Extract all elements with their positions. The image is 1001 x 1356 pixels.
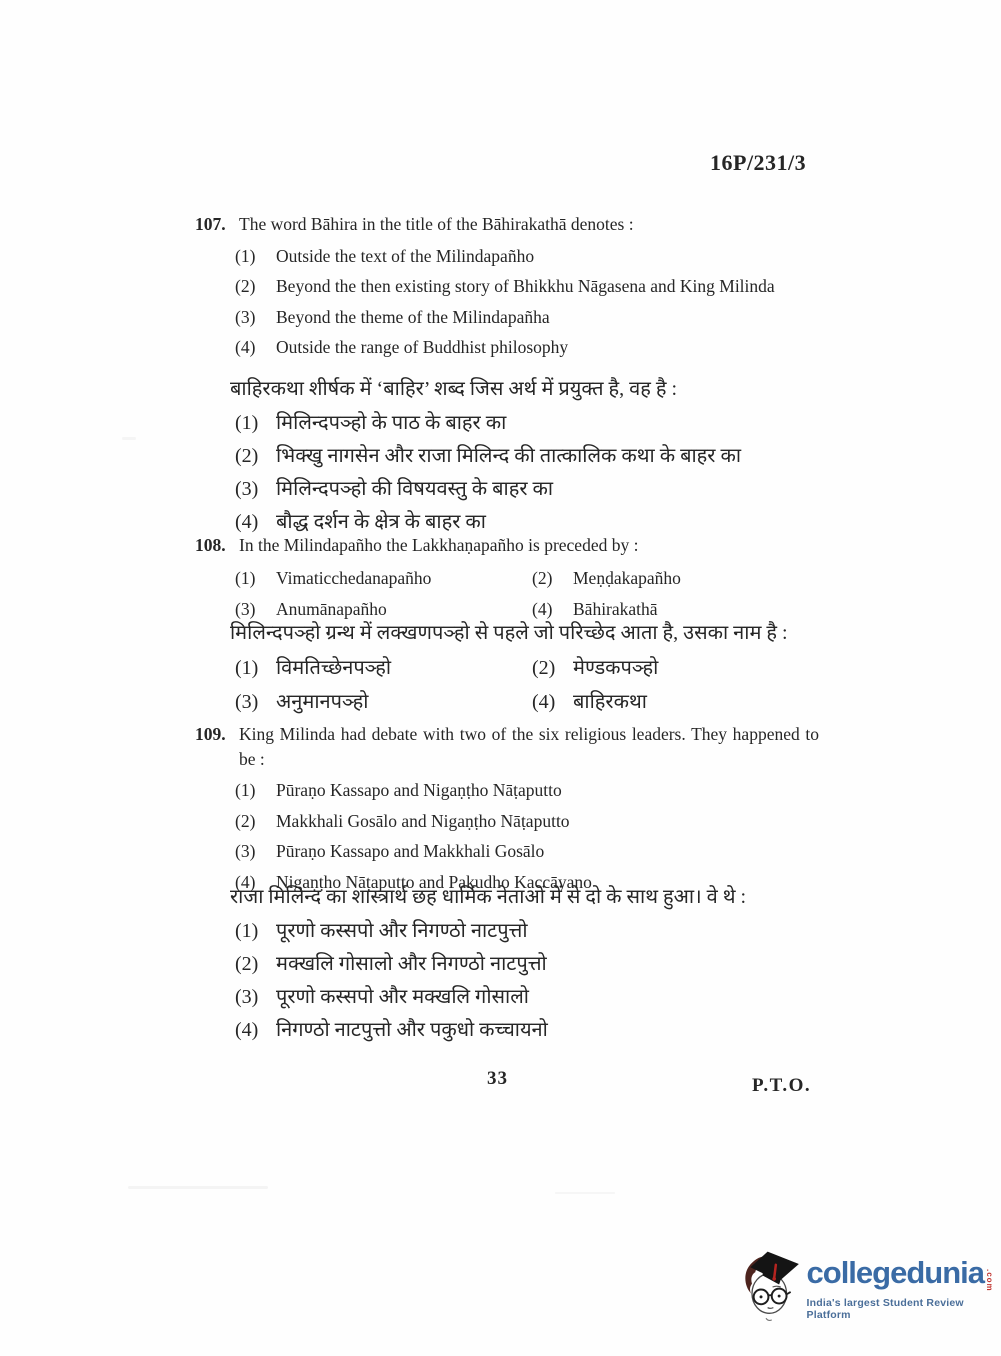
option-text: मिलिन्दपञ्हो की विषयवस्तु के बाहर का xyxy=(276,478,554,500)
option-number: (3) xyxy=(235,599,256,619)
option-number: (3) xyxy=(235,691,259,713)
option-text: Meṇḍakapañho xyxy=(573,567,681,588)
question-108-english xyxy=(195,533,865,622)
option-text: पूरणो कस्सपो और निगण्ठो नाटपुत्तो xyxy=(276,920,528,942)
option-number: (4) xyxy=(235,871,256,892)
question-number: 107. xyxy=(195,214,226,234)
option-row xyxy=(532,597,865,622)
question-text-en: The word Bāhira in the title of the Bāhirakathā denotes : xyxy=(239,214,634,234)
option-text: Vimaticchedanapañho xyxy=(276,567,432,588)
question-number: 108. xyxy=(195,535,226,555)
paper-code: 16P/231/3 xyxy=(710,150,807,175)
option-row xyxy=(235,443,880,470)
option-text: मक्खलि गोसालो और निगण्ठो नाटपुत्तो xyxy=(276,953,547,975)
option-number: (1) xyxy=(235,780,256,800)
option-row xyxy=(235,809,860,834)
option-row xyxy=(235,984,890,1011)
option-number: (1) xyxy=(235,657,259,679)
option-number: (2) xyxy=(235,276,256,296)
question-107-hindi xyxy=(230,376,880,536)
option-number: (1) xyxy=(235,412,259,434)
option-number: (3) xyxy=(235,478,259,500)
option-number: (1) xyxy=(235,245,256,266)
question-text-hi: बाहिरकथा शीर्षक में ‘बाहिर’ शब्द जिस अर्थ में प्रयुक्त है, वह है : xyxy=(230,378,678,400)
collegedunia-logo xyxy=(738,1243,994,1333)
option-number: (3) xyxy=(235,986,259,1008)
option-row xyxy=(235,509,880,536)
option-number: (2) xyxy=(235,445,259,467)
option-row xyxy=(235,951,890,978)
question-text-en: King Milinda had debate with two of the six religious leaders. They happened to be : xyxy=(239,724,819,769)
option-number: (2) xyxy=(532,657,556,679)
pto-label: P.T.O. xyxy=(752,1075,812,1096)
question-109-english xyxy=(195,722,860,894)
option-row xyxy=(235,1017,890,1044)
option-text: Outside the range of Buddhist philosophy xyxy=(276,337,569,357)
option-row xyxy=(235,839,860,864)
logo-tld: .com xyxy=(985,1269,994,1292)
logo-tagline: India's largest Student Review Platform xyxy=(806,1296,964,1321)
option-text: Pūraṇo Kassapo and Nigaṇṭho Nāṭaputto xyxy=(276,780,562,800)
option-text: पूरणो कस्सपो और मक्खलि गोसालो xyxy=(276,986,529,1008)
option-row xyxy=(235,305,860,330)
option-number: (2) xyxy=(235,810,256,831)
scan-artifact xyxy=(122,437,136,440)
page-number: 33 xyxy=(487,1068,508,1089)
option-number: (4) xyxy=(532,599,553,619)
option-text: बाहिरकथा xyxy=(573,691,647,713)
option-text: Beyond the then existing story of Bhikkhu Nāgasena and King Milinda xyxy=(276,276,775,296)
option-number: (4) xyxy=(235,511,259,533)
option-row xyxy=(235,566,532,591)
option-row xyxy=(235,476,880,503)
question-109-hindi xyxy=(230,884,890,1044)
option-text: Beyond the theme of the Milindapañha xyxy=(276,306,550,327)
option-number: (2) xyxy=(235,953,259,975)
question-text-hi: राजा मिलिन्द का शास्त्रार्थ छह धार्मिक नेताओं में से दो के साथ हुआ। वे थे : xyxy=(230,886,747,908)
option-text: Pūraṇo Kassapo and Makkhali Gosālo xyxy=(276,841,545,861)
question-107-english xyxy=(195,212,860,360)
option-text: विमतिच्छेनपञ्हो xyxy=(276,657,392,679)
option-text: Nigaṇṭho Nāṭaputto and Pakudho Kaccāyano xyxy=(276,871,592,892)
option-row xyxy=(532,566,865,591)
option-text: अनुमानपञ्हो xyxy=(276,691,369,713)
option-text: बौद्ध दर्शन के क्षेत्र के बाहर का xyxy=(276,511,486,533)
logo-wordmark: collegedunia xyxy=(806,1255,984,1290)
option-row xyxy=(235,689,532,716)
scan-artifact xyxy=(128,1186,268,1189)
option-row xyxy=(235,274,860,299)
scan-artifact xyxy=(555,1192,615,1194)
option-text: Makkhali Gosālo and Nigaṇṭho Nāṭaputto xyxy=(276,810,570,831)
question-text-en: In the Milindapañho the Lakkhaṇapañho is preceded by : xyxy=(239,535,639,555)
option-text: Outside the text of the Milindapañho xyxy=(276,245,535,266)
option-row xyxy=(235,244,860,269)
option-text: मेण्डकपञ्हो xyxy=(573,657,659,679)
option-row xyxy=(532,689,890,716)
option-row xyxy=(532,655,890,682)
option-number: (2) xyxy=(532,567,553,588)
option-row xyxy=(235,410,880,437)
mascot-icon xyxy=(738,1243,801,1331)
question-108-hindi xyxy=(230,620,890,716)
option-row xyxy=(235,597,532,622)
option-number: (1) xyxy=(235,920,259,942)
option-row xyxy=(235,335,860,360)
option-text: भिक्खु नागसेन और राजा मिलिन्द की तात्कालिक कथा के बाहर का xyxy=(276,445,742,467)
option-text: Anumānapañho xyxy=(276,599,387,619)
option-row xyxy=(235,918,890,945)
option-row xyxy=(235,778,860,803)
question-number: 109. xyxy=(195,724,226,744)
option-number: (4) xyxy=(532,691,556,713)
option-number: (3) xyxy=(235,841,256,861)
option-number: (1) xyxy=(235,567,256,588)
option-number: (4) xyxy=(235,337,256,357)
option-text: मिलिन्दपञ्हो के पाठ के बाहर का xyxy=(276,412,507,434)
option-text: निगण्ठो नाटपुत्तो और पकुधो कच्चायनो xyxy=(276,1019,548,1041)
option-number: (4) xyxy=(235,1019,259,1041)
option-text: Bāhirakathā xyxy=(573,599,658,619)
question-text-hi: मिलिन्दपञ्हो ग्रन्थ में लक्खणपञ्हो से पहले जो परिच्छेद आता है, उसका नाम है : xyxy=(230,622,788,644)
option-number: (3) xyxy=(235,306,256,327)
option-row xyxy=(235,655,532,682)
